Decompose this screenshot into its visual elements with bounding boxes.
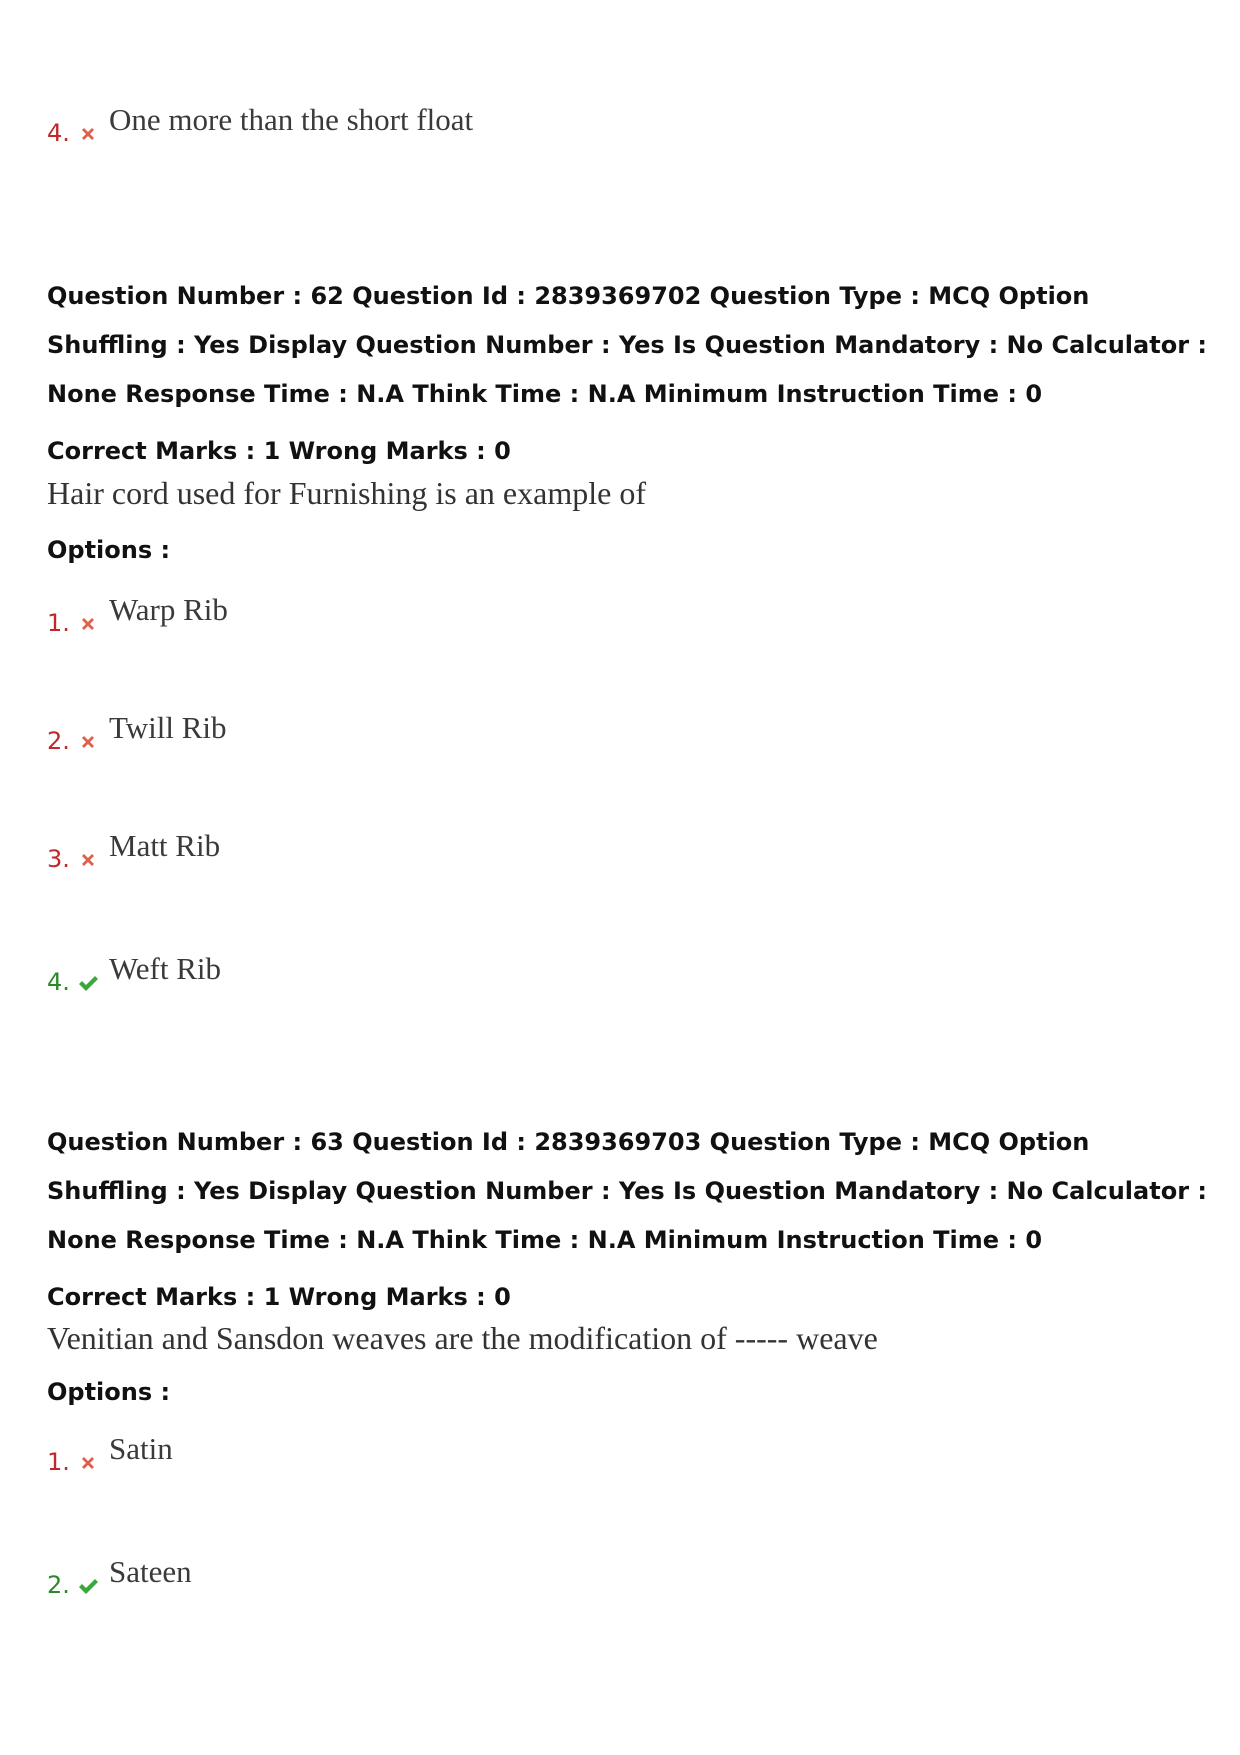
q62-option-2 bbox=[47, 703, 227, 753]
cross-icon bbox=[77, 1452, 99, 1474]
q62-option-4 bbox=[47, 944, 221, 994]
check-icon bbox=[77, 972, 99, 994]
option-number: 1. bbox=[47, 609, 70, 637]
option-number: 2. bbox=[47, 1571, 70, 1599]
prev-option-4 bbox=[47, 95, 473, 145]
option-text: Weft Rib bbox=[109, 951, 222, 986]
option-number: 4. bbox=[47, 968, 70, 996]
option-text: Matt Rib bbox=[109, 828, 221, 863]
option-text: Satin bbox=[109, 1431, 173, 1466]
option-number: 1. bbox=[47, 1448, 70, 1476]
option-text: Warp Rib bbox=[109, 592, 228, 627]
q62-option-1 bbox=[47, 585, 228, 635]
question-62-meta: Question Number : 62 Question Id : 2839369702 Question Type : MCQ Option Shuffling : Yes Display Question Number : Yes Is Question Mandatory : No Calculator : None Response Time : N.A Think Time : N.A Minimum Instruction Time : 0 bbox=[47, 282, 1207, 408]
q63-option-1 bbox=[47, 1424, 173, 1474]
question-63-meta: Question Number : 63 Question Id : 2839369703 Question Type : MCQ Option Shuffling : Yes Display Question Number : Yes Is Question Mandatory : No Calculator : None Response Time : N.A Think Time : N.A Minimum Instruction Time : 0 bbox=[47, 1128, 1207, 1254]
option-text: Sateen bbox=[109, 1554, 192, 1589]
option-number: 4. bbox=[47, 119, 70, 147]
cross-icon bbox=[77, 731, 99, 753]
question-62-options-label: Options : bbox=[47, 536, 171, 564]
question-63-marks: Correct Marks : 1 Wrong Marks : 0 bbox=[47, 1283, 511, 1311]
question-62-marks: Correct Marks : 1 Wrong Marks : 0 bbox=[47, 437, 511, 465]
option-text: Twill Rib bbox=[109, 710, 227, 745]
option-number: 3. bbox=[47, 845, 70, 873]
question-63-options-label: Options : bbox=[47, 1378, 171, 1406]
cross-icon bbox=[77, 613, 99, 635]
cross-icon bbox=[77, 123, 99, 145]
question-62-text: Hair cord used for Furnishing is an example of bbox=[47, 475, 646, 511]
option-number: 2. bbox=[47, 727, 70, 755]
cross-icon bbox=[77, 849, 99, 871]
option-text: One more than the short float bbox=[109, 102, 474, 137]
check-icon bbox=[77, 1575, 99, 1597]
q63-option-2 bbox=[47, 1547, 192, 1597]
question-63-text: Venitian and Sansdon weaves are the modification of ----- weave bbox=[47, 1320, 878, 1356]
q62-option-3 bbox=[47, 821, 220, 871]
